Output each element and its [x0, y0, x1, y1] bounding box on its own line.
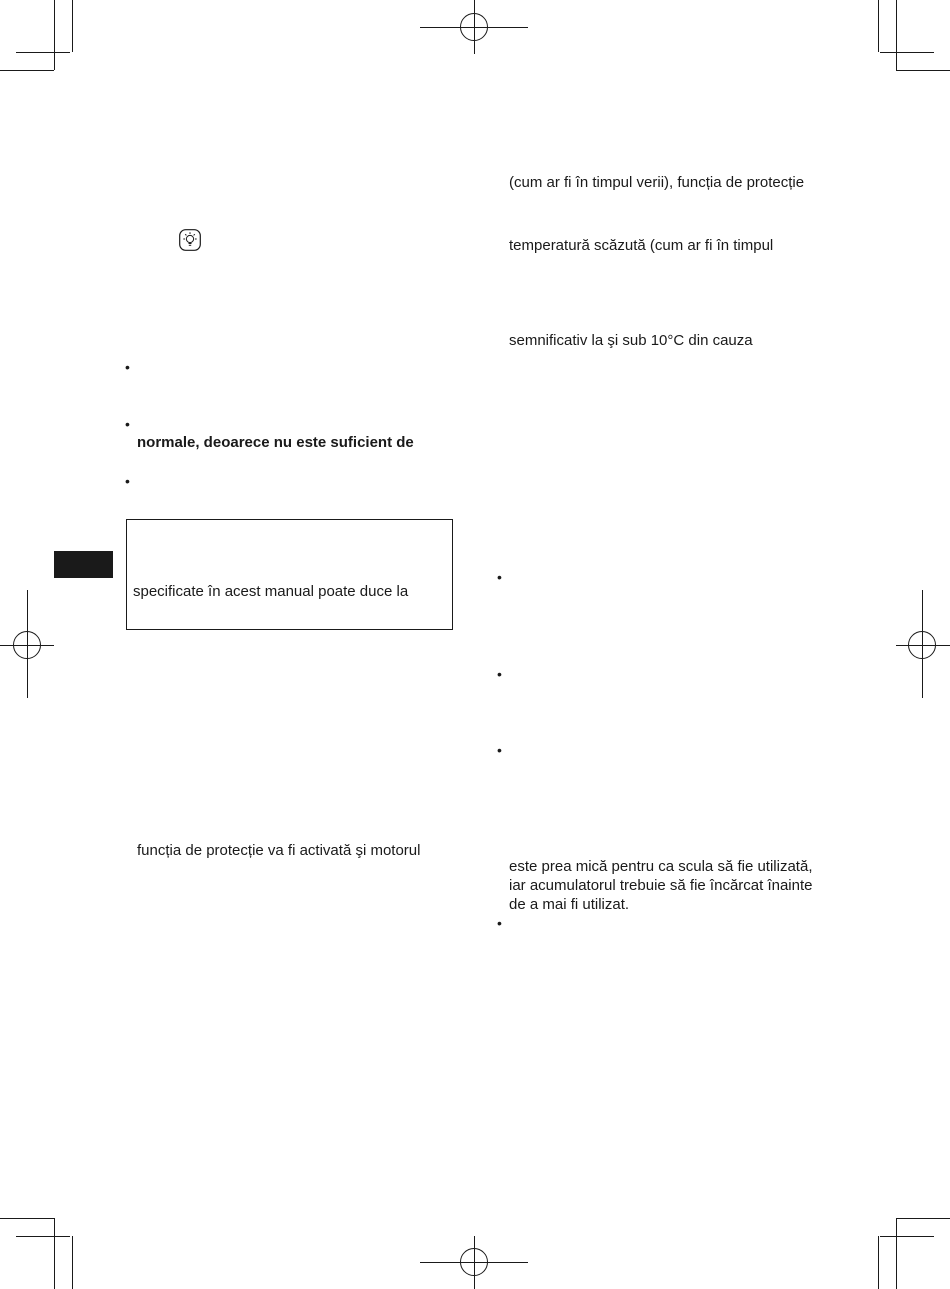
- bullet-marker: •: [497, 915, 502, 931]
- registration-circle: [908, 631, 936, 659]
- crop-mark: [72, 0, 73, 52]
- bullet-marker: •: [497, 666, 502, 682]
- protection-paragraph-line: funcția de protecție va fi activată şi motorul: [137, 842, 421, 859]
- right-paragraph-line: este prea mică pentru ca scula să fie utilizată,: [509, 858, 813, 875]
- right-paragraph-line: temperatură scăzută (cum ar fi în timpul: [509, 237, 774, 254]
- crop-mark: [896, 1218, 950, 1219]
- right-paragraph-line: semnificativ la şi sub 10°C din cauza: [509, 332, 753, 349]
- light-bulb-icon: [179, 229, 201, 251]
- bullet-marker: •: [125, 416, 130, 432]
- registration-circle: [460, 1248, 488, 1276]
- crop-mark: [896, 70, 950, 71]
- right-paragraph-line: (cum ar fi în timpul verii), funcția de protecție: [509, 174, 805, 191]
- registration-circle: [460, 13, 488, 41]
- crop-mark: [0, 1218, 54, 1219]
- crop-mark: [72, 1236, 73, 1289]
- warning-box: [126, 519, 453, 630]
- crop-mark: [0, 70, 54, 71]
- crop-mark: [878, 0, 879, 52]
- bullet-marker: •: [125, 473, 130, 489]
- crop-mark: [54, 1218, 55, 1289]
- right-paragraph-line: de a mai fi utilizat.: [509, 896, 630, 913]
- crop-mark: [896, 0, 897, 70]
- crop-mark: [880, 52, 934, 53]
- language-tab: [54, 551, 113, 578]
- warning-box-text: specificate în acest manual poate duce la: [133, 583, 409, 600]
- crop-mark: [880, 1236, 934, 1237]
- crop-mark: [878, 1236, 879, 1289]
- bullet-marker: •: [497, 742, 502, 758]
- right-paragraph-line: iar acumulatorul trebuie să fie încărcat înainte: [509, 877, 813, 894]
- crop-mark: [16, 52, 70, 53]
- crop-mark: [16, 1236, 70, 1237]
- crop-mark: [896, 1218, 897, 1289]
- bullet-marker: •: [125, 359, 130, 375]
- crop-mark: [54, 0, 55, 70]
- bold-paragraph-line: normale, deoarece nu este suficient de: [137, 434, 414, 451]
- registration-circle: [13, 631, 41, 659]
- bullet-marker: •: [497, 569, 502, 585]
